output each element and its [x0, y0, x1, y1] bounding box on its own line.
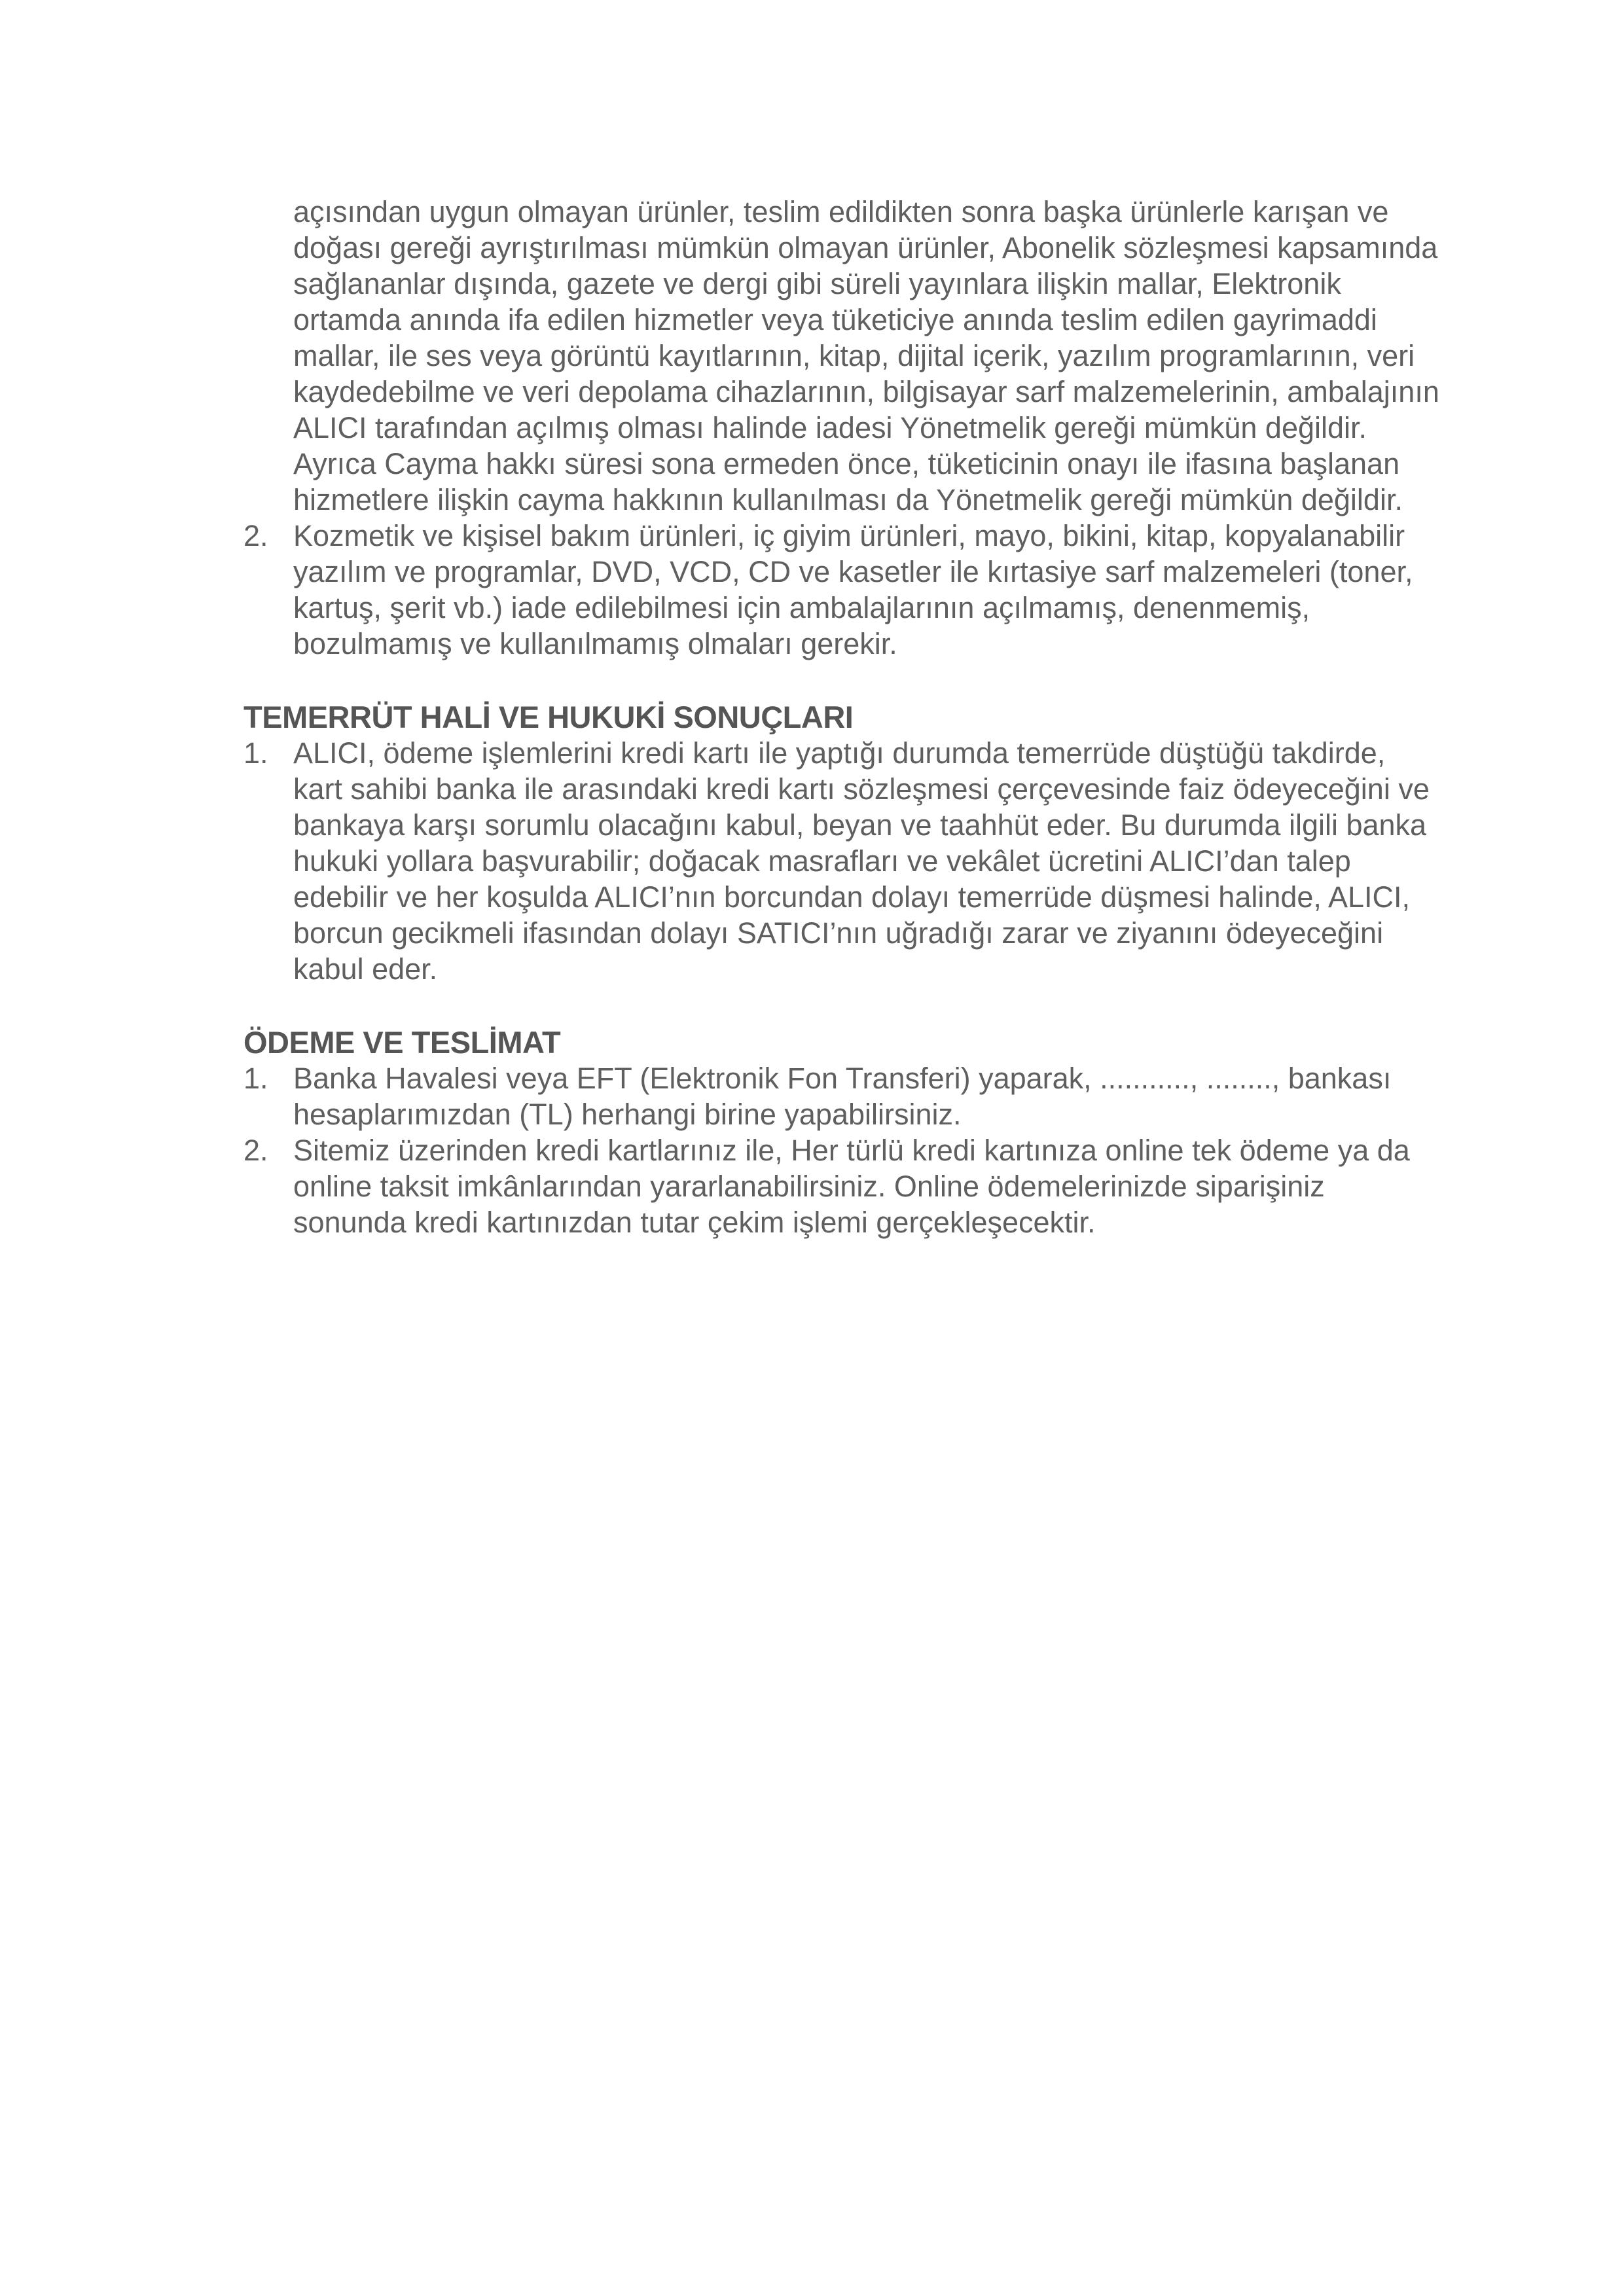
list-item	[244, 735, 1441, 987]
list-item-text: ALICI, ödeme işlemlerini kredi kartı ile yaptığı durumda temerrüde düştüğü takdirde, kart sahibi banka ile arasındaki kredi kartı sözleşmesi çerçevesinde faiz ödeyeceğini ve bankaya karşı sorumlu olacağını kabul, beyan ve taahhüt eder. Bu durumda ilgili banka hukuki yollara başvurabilir; doğacak masrafları ve vekâlet ücretini ALICI’dan talep edebilir ve her koşulda ALICI’nın borcundan dolayı temerrüde düşmesi halinde, ALICI, borcun gecikmeli ifasından dolayı SATICI’nın uğradığı zarar ve ziyanını ödeyeceğini kabul eder.	[293, 736, 1430, 986]
document-body	[244, 194, 1441, 1240]
section-heading-default: TEMERRÜT HALİ VE HUKUKİ SONUÇLARI	[244, 700, 854, 734]
list-item	[244, 518, 1441, 662]
payment-list	[244, 1060, 1441, 1240]
return-conditions-list	[244, 518, 1441, 662]
list-item-number: 1.	[244, 1062, 268, 1095]
continuation-paragraph: açısından uygun olmayan ürünler, teslim edildikten sonra başka ürünlerle karışan ve doğası gereği ayrıştırılması mümkün olmayan ürünler, Abonelik sözleşmesi kapsamında sağlananlar dışında, gazete ve dergi gibi süreli yayınlara ilişkin mallar, Elektronik ortamda anında ifa edilen hizmetler veya tüketiciye anında teslim edilen gayrimaddi mallar, ile ses veya görüntü kayıtlarının, kitap, dijital içerik, yazılım programlarının, veri kaydedebilme ve veri depolama cihazlarının, bilgisayar sarf malzemelerinin, ambalajının ALICI tarafından açılmış olması halinde iadesi Yönetmelik gereği mümkün değildir. Ayrıca Cayma hakkı süresi sona ermeden önce, tüketicinin onayı ile ifasına başlanan hizmetlere ilişkin cayma hakkının kullanılması da Yönetmelik gereği mümkün değildir.	[293, 195, 1439, 516]
list-item	[244, 1060, 1441, 1132]
list-item-text: Banka Havalesi veya EFT (Elektronik Fon Transferi) yaparak, ..........., ........, bankası hesaplarımızdan (TL) herhangi birine yapabilirsiniz.	[293, 1062, 1392, 1131]
section-heading-payment: ÖDEME VE TESLİMAT	[244, 1025, 561, 1060]
list-item-number: 2.	[244, 1134, 268, 1167]
list-item-text: Kozmetik ve kişisel bakım ürünleri, iç giyim ürünleri, mayo, bikini, kitap, kopyalanabilir yazılım ve programlar, DVD, VCD, CD ve kasetler ile kırtasiye sarf malzemeleri (toner, kartuş, şerit vb.) iade edilebilmesi için ambalajlarının açılmamış, denenmemiş, bozulmamış ve kullanılmamış olmaları gerekir.	[293, 519, 1413, 660]
default-list	[244, 735, 1441, 987]
list-item-number: 2.	[244, 519, 268, 552]
list-item	[244, 1132, 1441, 1240]
list-item-text: Sitemiz üzerinden kredi kartlarınız ile, Her türlü kredi kartınıza online tek ödeme ya da online taksit imkânlarından yararlanabilirsiniz. Online ödemelerinizde siparişiniz sonunda kredi kartınızdan tutar çekim işlemi gerçekleşecektir.	[293, 1134, 1410, 1239]
list-item-number: 1.	[244, 736, 268, 770]
